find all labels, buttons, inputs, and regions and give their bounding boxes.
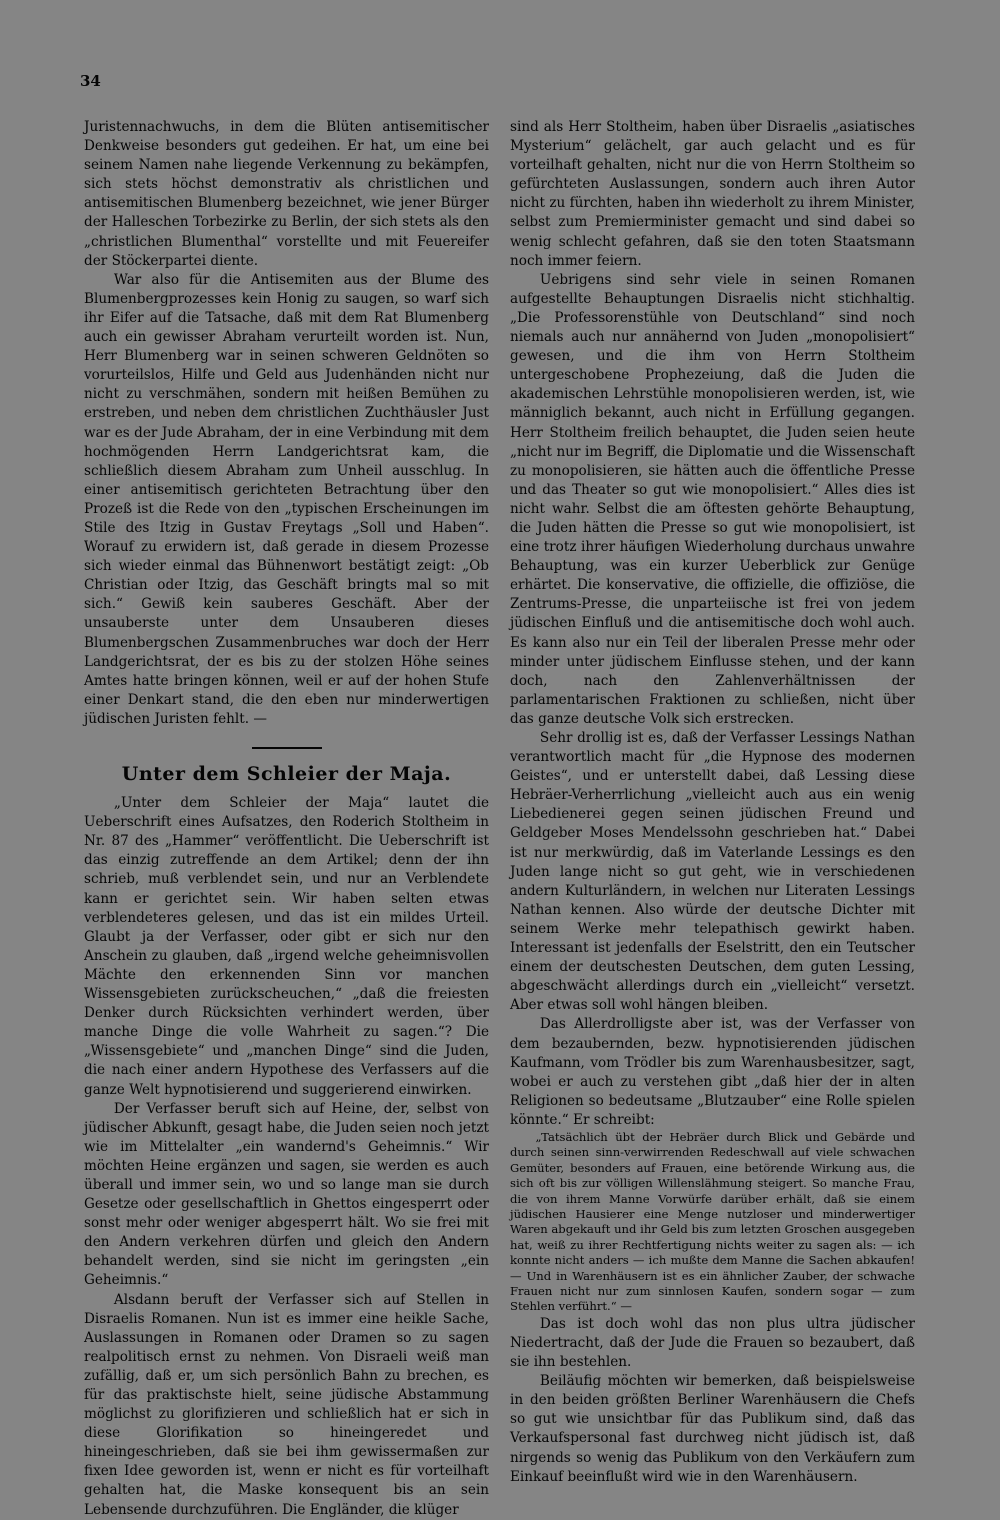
paragraph: sind als Herr Stoltheim, haben über Disraelis „asiatisches Mysterium“ gelächelt, gar auch gelacht und es für vorteilhaft gehalten, nicht nur die von Herrn Stoltheim so gefürchteten Auslassungen, sondern auch ihren Autor nicht zu fürchten, haben ihn wiederholt zu ihrem Minister, selbst zum Premierminister gemacht und sind dabei so wenig schlecht gefahren, daß sie den toten Staatsmann noch immer feiern. [510,119,915,269]
paragraph: Uebrigens sind sehr viele in seinen Romanen aufgestellte Behauptungen Disraelis nicht stichhaltig. „Die Professorenstühle von Deutschland“ sind noch niemals auch nur annähernd von Juden „monopolisiert“ gewesen, und die ihm von Herrn Stoltheim untergeschobene Prophezeiung, daß die Juden die akademischen Lehrstühle monopolisieren werden, ist, wie männiglich bekannt, auch nicht in Erfüllung gegangen. Herr Stoltheim freilich behauptet, die Juden seien heute „nicht nur im Begriff, die Diplomatie und die Wissenschaft zu monopolisieren, sie hätten auch die öffentliche Presse und das Theater so gut wie monopolisiert.“ Alles dies ist nicht wahr. Selbst die am öftesten gehörte Behauptung, die Juden hätten die Presse so gut wie monopolisiert, ist eine trotz ihrer häufigen Wiederholung durchaus unwahre Behauptung, was ein kurzer Ueberblick zur Genüge erhärtet. Die konservative, die offizielle, die offiziöse, die Zentrums-Presse, die unparteiische ist frei von jedem jüdischen Einfluß und die antisemitische doch wohl auch. Es kann also nur ein Teil der liberalen Presse mehr oder minder unter jüdischem Einflusse stehen, und der kann doch, nach den Zahlenverhältnissen der parlamentarischen Fraktionen zu schließen, nicht über das ganze deutsche Volk sich erstrecken. [510,271,915,727]
paragraph: Der Verfasser beruft sich auf Heine, der, selbst von jüdischer Abkunft, gesagt habe, die Juden seien noch jetzt wie im Mittelalter „ein wandernd's Geheimnis.“ Wir möchten Heine ergänzen und sagen, sie werden es auch überall und immer sein, wo und so lange man sie durch Gesetze oder gesellschaftlich in Ghettos eingesperrt oder sonst mehr oder weniger abgesperrt hält. Wo sie frei mit den Andern verkehren dürfen und gleich den Andern behandelt werden, sind sie nicht im geringsten „ein Geheimnis.“ [84,1100,489,1289]
paragraph: „Unter dem Schleier der Maja“ lautet die Ueberschrift eines Aufsatzes, den Roderich Stoltheim in Nr. 87 des „Hammer“ veröffentlicht. Die Ueberschrift ist das einzig zutreffende an dem Artikel; denn der ihn schrieb, muß verblendet sein, und nur an Verblendete kann er gerichtet sein. Wir haben selten etwas verblendeteres gelesen, und das ist ein mildes Urteil. Glaubt ja der Verfasser, oder gibt er sich nur den Anschein zu glauben, daß „irgend welche geheimnisvollen Mächte den erkennenden Sinn vor manchen Wissensgebieten zurückscheuchen,“ „daß die freiesten Denker durch Rücksichten verhindert werden, über manche Dinge die volle Wahrheit zu sagen.“? Die „Wissensgebiete“ und „manchen Dinge“ sind die Juden, die nach einer andern Hypothese des Verfassers auf die ganze Welt hypnotisierend und suggerierend einwirken. [84,795,489,1098]
paragraph: Juristennachwuchs, in dem die Blüten antisemitischer Denkweise besonders gut gedeihen. Er hat, um eine bei seinem Namen nahe liegende Verkennung zu bekämpfen, sich stets höchst demonstrativ als christlichen und antisemitischen Blumenberg bezeichnet, wie jener Bürger der Halleschen Torbezirke zu Berlin, der sich stets als den „christlichen Blumenthal“ vorstellte und mit Feuereifer der Stöckerpartei diente. [84,119,489,269]
paragraph: Das Allerdrolligste aber ist, was der Verfasser von dem bezaubernden, bezw. hypnotisierenden jüdischen Kaufmann, vom Trödler bis zum Warenhausbesitzer, sagt, wobei er auch zu verstehen gibt „daß hier der in alten Religionen so bedeutsame „Blutzauber“ eine Rolle spielen könnte.“ Er schreibt: [510,1016,915,1128]
paragraph: Alsdann beruft der Verfasser sich auf Stellen in Disraelis Romanen. Nun ist es immer eine heikle Sache, Auslassungen in Romanen oder Dramen so zu sagen realpolitisch ernst zu nehmen. Von Disraeli weiß man zufällig, daß er, um sich persönlich Bahn zu brechen, es für das praktischste hielt, seine jüdische Abstammung möglichst zu glorifizieren und schließlich hat er sich in diese Glorifikation so hineingeredet und hineingeschrieben, daß sie bei ihm gewissermaßen zur fixen Idee geworden ist, wenn er nicht es für vorteilhaft gehalten hat, die Maske konsequent bis an sein Lebensende durchzuführen. Die Engländer, die klüger [84,1291,489,1518]
paragraph: Das ist doch wohl das non plus ultra jüdischer Niedertracht, daß der Jude die Frauen so bezaubert, daß sie ihn bestehlen. [510,1315,915,1371]
page-number: 34 [80,72,101,90]
left-column [84,118,489,1520]
paragraph: War also für die Antisemiten aus der Blume des Blumenbergprozesses kein Honig zu saugen, so warf sich ihr Eifer auf die Tatsache, daß mit dem Rat Blumenberg auch ein gewisser Abraham verurteilt worden ist. Nun, Herr Blumenberg war in seinen schweren Geldnöten so vorurteilslos, Hilfe und Geld aus Judenhänden nicht nur nicht zu verschmähen, sondern mit heißen Bemühen zu erstreben, und neben dem christlichen Zuchthäusler Just war es der Jude Abraham, der in eine Verbindung mit dem hochmögenden Herrn Landgerichtsrat kam, die schließlich diesem Abraham zum Unheil ausschlug. In einer antisemitisch gerichteten Betrachtung über den Prozeß ist die Rede von den „typischen Erscheinungen im Stile des Itzig in Gustav Freytags „Soll und Haben“. Worauf zu erwidern ist, daß gerade in diesem Prozesse sich wieder einmal das Bühnenwort bestätigt zeigt: „Ob Christian oder Itzig, das Geschäft bringts mal so mit sich.“ Gewiß kein sauberes Geschäft. Aber der unsauberste unter dem Unsauberen dieses Blumenbergschen Zusammenbruches war doch der Herr Landgerichtsrat, der es bis zu der stolzen Höhe seines Amtes hatte bringen können, weil er auf der hohen Stufe einer Denkart stand, die den eben nur minderwertigen jüdischen Juristen fehlt. — [84,271,489,727]
right-column [510,118,915,1487]
block-quote: „Tatsächlich übt der Hebräer durch Blick und Gebärde und durch seinen sinn-verwirrenden Redeschwall auf viele schwachen Gemüter, besonders auf Frauen, eine betörende Wirkung aus, die sich oft bis zur völligen Willenslähmung steigert. So manche Frau, die von ihrem Manne Vorwürfe darüber erhält, daß sie einem jüdischen Hausierer eine Menge nutzloser und minderwertiger Waren abgekauft und ihr Geld bis zum letzten Groschen ausgegeben hat, weiß zu ihrer Rechtfertigung nichts weiter zu sagen als: — ich konnte nicht anders — ich mußte dem Manne die Sachen abkaufen! — Und in Warenhäusern ist es ein ähnlicher Zauber, der schwache Frauen nicht nur zum sinnlosen Kaufen, sondern sogar — zum Stehlen verführt.“ — [510,1129,915,1314]
paragraph: Sehr drollig ist es, daß der Verfasser Lessings Nathan verantwortlich macht für „die Hypnose des modernen Geistes“, und er unterstellt dabei, daß Lessing diese Hebräer-Verherrlichung „vielleicht auch aus ein wenig Liebedienerei gegen seinen jüdischen Freund und Geldgeber Moses Mendelssohn geschrieben hat.“ Dabei ist nur merkwürdig, daß im Vaterlande Lessings es den Juden lange nicht so gut geht, wie in verschiedenen andern Kulturländern, in welchen nur Literaten Lessings Nathan kennen. Also würde der deutsche Dichter mit seinem Werke mehr telepathisch gewirkt haben. Interessant ist jedenfalls der Eselstritt, den ein Teutscher einem der deutschesten Deutschen, dem guten Lessing, abgeschwächt allerdings durch ein „vielleicht“ versetzt. Aber etwas soll wohl hängen bleiben. [510,730,915,1014]
article-headline: Unter dem Schleier der Maja. [121,763,452,785]
paragraph: Beiläufig möchten wir bemerken, daß beispielsweise in den beiden größten Berliner Warenhäusern die Chefs so gut wie unsichtbar für das Publikum sind, daß das Verkaufspersonal fast durchweg nicht jüdisch ist, daß nirgends so wenig das Publikum von den Verkäufern zum Einkauf beeinflußt wird wie in den Warenhäusern. [510,1373,915,1485]
section-divider [252,747,322,749]
